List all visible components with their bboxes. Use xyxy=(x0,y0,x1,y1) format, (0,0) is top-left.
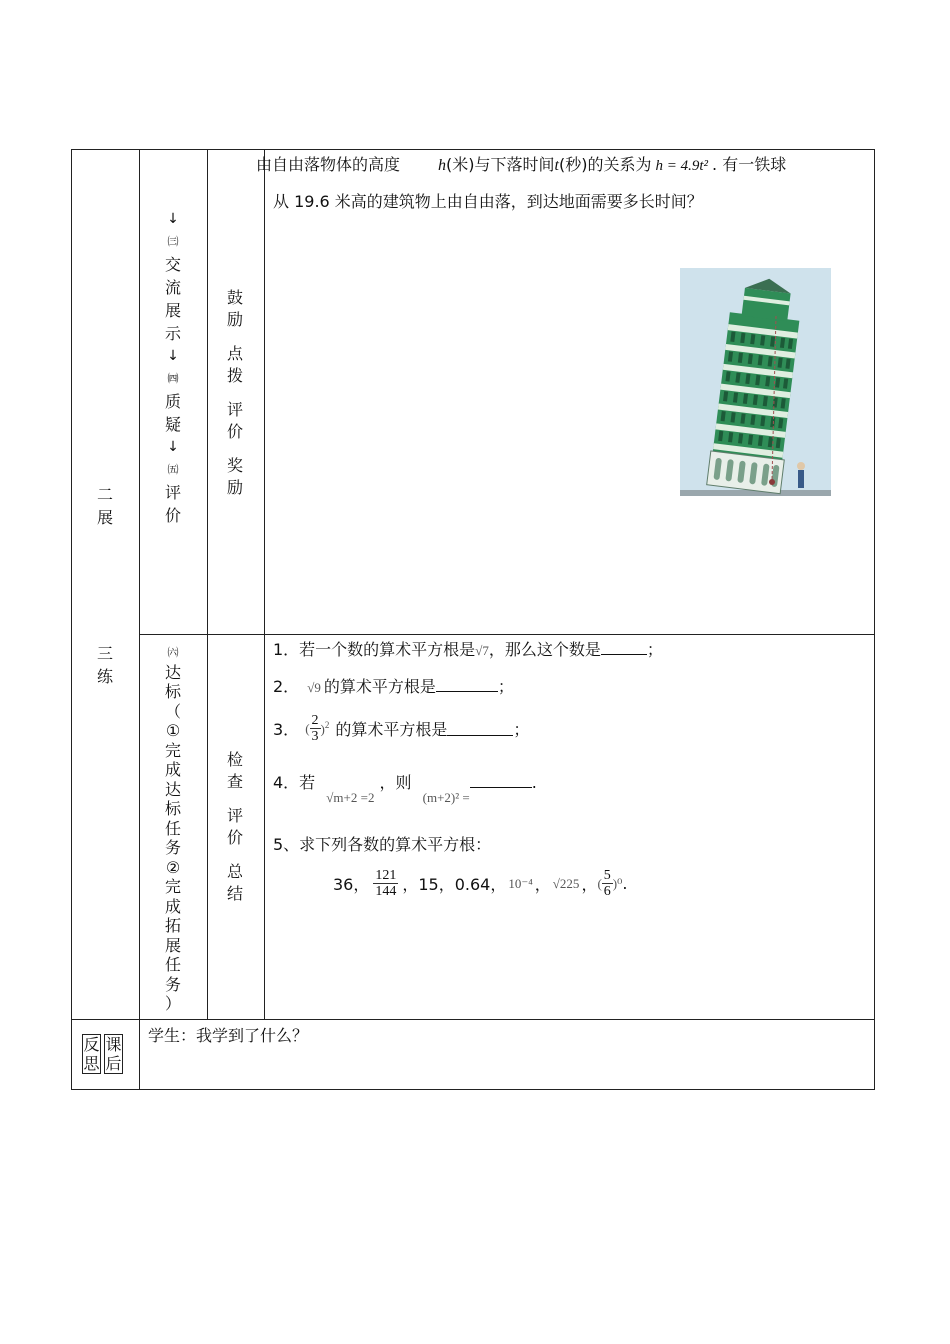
table-border-bottom xyxy=(71,1089,875,1090)
steps-column-row2: ↓ ㈢ 交 流 展 示 ↓ ㈣ 质 疑 ↓ ㈤ 评 价 xyxy=(160,208,186,527)
col-divider-1 xyxy=(139,149,140,1090)
col-divider-2 xyxy=(207,149,208,1019)
arrow-down-icon: ↓ xyxy=(167,348,179,364)
question-1: 1．若一个数的算术平方根是√7，那么这个数是 ； xyxy=(273,640,663,659)
reflection-label-right: 课 后 xyxy=(105,1035,122,1073)
formula: h = 4.9t² xyxy=(655,158,709,174)
question-2: 2． √9 的算术平方根是 ； xyxy=(273,677,514,696)
steps-column-row3: ㈥ 达 标 （ ① 完 成 达 标 任 务 ② 完 成 拓 展 任 务 ） xyxy=(164,646,181,1013)
question-3: 3． ( $\frac{2}{3}$ )$^2$ 的算术平方根是 ； xyxy=(273,713,530,744)
row-divider-1 xyxy=(139,634,875,635)
row-divider-2 xyxy=(71,1019,875,1020)
section-label-zhan: 二 展 xyxy=(96,485,113,527)
reflection-label xyxy=(82,1034,123,1074)
reflection-label-left: 反 思 xyxy=(83,1035,100,1073)
table-border-top xyxy=(71,149,875,150)
reflection-content: 学生：我学到了什么？ xyxy=(148,1026,309,1045)
arrow-down-icon: ↓ xyxy=(167,439,179,455)
section-label-lian: 三 练 xyxy=(96,644,113,686)
arrow-down-icon: ↓ xyxy=(167,211,179,227)
teacher-actions-row3: 检 查 评 价 总 结 xyxy=(226,750,243,903)
col-divider-3 xyxy=(264,149,265,1019)
problem-line-1: 由自由落物体的高度 h(米)与下落时间t(秒)的关系为 h = 4.9t² . 有一铁球 xyxy=(256,155,787,174)
problem-line-2: 从 19.6 米高的建筑物上由自由落，到达地面需要多长时间？ xyxy=(273,192,703,211)
table-border-right xyxy=(874,149,875,1090)
teacher-actions-row2: 鼓 励 点 拨 评 价 奖 励 xyxy=(226,288,243,497)
leaning-tower-image xyxy=(680,268,831,496)
question-4: 4．若 $_{√m+2 =2}$ ，则 $_{(m+2)^2 =}$. xyxy=(273,773,537,805)
question-5-title: 5、求下列各数的算术平方根： xyxy=(273,835,492,854)
table-border-left xyxy=(71,149,72,1090)
question-5-values: 36， $\frac{121}{144}$ ，15，0.64， 10⁻⁴ ， √225 ， ( $\frac{5}{6}$ )⁰ . xyxy=(333,868,628,899)
